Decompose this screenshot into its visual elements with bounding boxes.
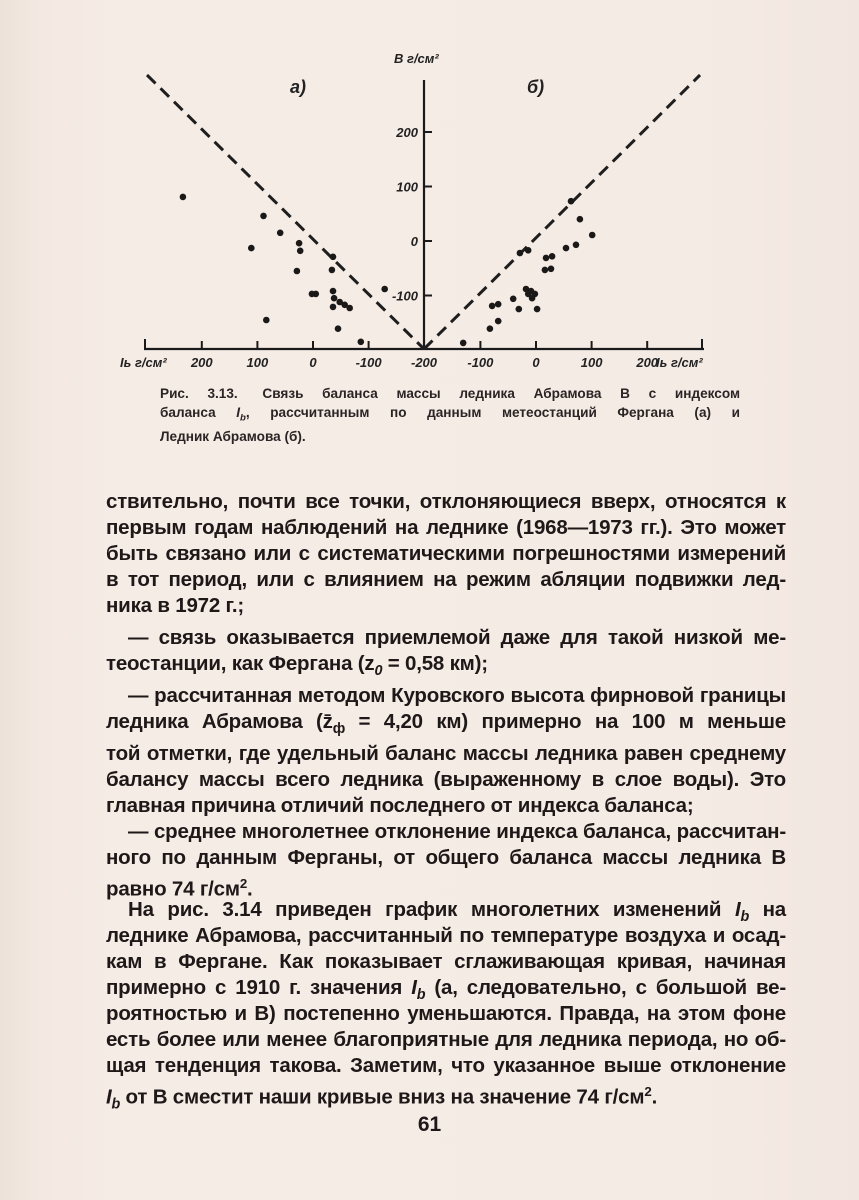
text-line: щая тенденция такова. Заметим, что указанное выше отклонение: [106, 1054, 786, 1077]
text-line: балансу массы всего ледника (выраженному в слое воды). Это: [106, 768, 786, 791]
text-line: кам в Фергане. Как показывает сглаживающая кривая, начиная: [106, 950, 786, 973]
data-point: [516, 306, 523, 313]
data-point: [534, 306, 541, 313]
caption-line-2: баланса $I_b$, рассчитанным по данным метеостанций Фергана (а) и: [160, 405, 740, 424]
text-line: ного по данным Ферганы, от общего баланса массы ледника В: [106, 846, 786, 869]
svg-text:200: 200: [636, 355, 659, 370]
x-axis-label-right: Iь г/см²: [656, 355, 703, 370]
data-point: [489, 303, 496, 310]
text-line: той отметки, где удельный баланс массы ледника равен среднему: [106, 742, 786, 765]
data-point: [381, 286, 388, 293]
panel-label-b: б): [527, 77, 545, 97]
data-point: [260, 213, 267, 220]
caption-line-1: Рис. 3.13. Связь баланса массы ледника Абрамова В с индексом: [160, 386, 741, 401]
text-line: примерно с 1910 г. значения $I_b$ (а, следовательно, с большой ве-: [106, 976, 787, 1004]
data-point: [335, 325, 342, 332]
data-point: [525, 247, 532, 254]
svg-text:-200: -200: [410, 355, 438, 370]
text-line: ствительно, почти все точки, отклоняющиеся вверх, относятся к: [106, 490, 786, 513]
data-point: [330, 253, 337, 260]
svg-text:0: 0: [410, 234, 418, 249]
scatter-points-panel-b: [460, 198, 596, 346]
data-point: [510, 296, 517, 303]
data-point: [296, 240, 303, 247]
y-axis-ticks: [392, 125, 432, 304]
data-point: [589, 232, 596, 239]
text-line: первым годам наблюдений на леднике (1968—1973 гг.). Это может: [106, 516, 786, 539]
data-point: [543, 255, 550, 262]
svg-text:-100: -100: [355, 355, 382, 370]
figure-caption: [160, 384, 740, 446]
text-line: — рассчитанная методом Куровского высота фирновой границы: [128, 684, 786, 707]
data-point: [330, 304, 337, 311]
svg-text:100: 100: [246, 355, 269, 370]
data-point: [358, 339, 365, 346]
data-point: [573, 242, 580, 249]
text-line: теостанции, как Фергана ($z_0 = 0,58$ км);: [106, 652, 488, 680]
figure-3-13-scatter-chart: [0, 0, 859, 380]
text-line: — среднее многолетнее отклонение индекса баланса, рассчитан-: [128, 820, 786, 843]
text-line: На рис. 3.14 приведен график многолетних изменений $I_b$ на: [128, 898, 786, 926]
data-point: [346, 305, 353, 312]
text-line: главная причина отличий последнего от индекса баланса;: [106, 794, 694, 817]
svg-text:200: 200: [190, 355, 213, 370]
text-line: роятностью и В) постепенно уменьшаются. Правда, на этом фоне: [106, 1002, 786, 1025]
data-point: [577, 216, 584, 223]
data-point: [563, 245, 570, 252]
chart-axes: [144, 80, 704, 350]
data-point: [548, 266, 555, 273]
data-point: [294, 268, 301, 275]
text-line: $I_b$ от В сместит наши кривые вниз на значение 74 $г/см^2$.: [106, 1084, 658, 1113]
data-point: [330, 288, 337, 295]
data-point: [568, 198, 575, 205]
svg-text:200: 200: [396, 125, 418, 140]
y-axis-label: В г/см²: [394, 51, 439, 66]
svg-text:100: 100: [580, 355, 603, 370]
data-point: [495, 318, 502, 325]
data-point: [517, 250, 524, 257]
svg-text:0: 0: [532, 355, 540, 370]
data-point: [248, 245, 255, 252]
x-axis-label-left: Iь г/см²: [120, 355, 167, 370]
data-point: [277, 230, 284, 237]
svg-text:0: 0: [309, 355, 317, 370]
chart-labels: [120, 51, 703, 370]
data-point: [495, 301, 502, 308]
svg-text:100: 100: [396, 179, 418, 195]
data-point: [297, 248, 304, 255]
data-point: [529, 295, 536, 302]
data-point: [263, 317, 270, 324]
body-text: [106, 489, 787, 1113]
text-line: ледника Абрамова ($z̄_ф = 4,20$ км) примерно на 100 м меньше: [106, 710, 787, 738]
data-point: [542, 267, 549, 274]
svg-text:-100: -100: [391, 288, 418, 304]
panel-label-a: а): [290, 77, 307, 97]
text-line: есть более или менее благоприятные для ледника периода, но об-: [106, 1028, 786, 1051]
data-point: [487, 325, 494, 332]
text-line: — связь оказывается приемлемой даже для такой низкой ме-: [128, 626, 786, 649]
data-point: [329, 267, 336, 274]
text-line: быть связано или с систематическими погрешностями измерений: [106, 542, 786, 565]
text-line: ника в 1972 г.;: [106, 594, 244, 617]
scatter-points-panel-a: [180, 194, 388, 346]
data-point: [331, 295, 338, 302]
text-line: равно 74 $г/см^2$.: [106, 876, 253, 901]
data-point: [180, 194, 187, 201]
page-number: 61: [417, 1113, 442, 1136]
svg-text:-100: -100: [467, 355, 494, 370]
text-line: леднике Абрамова, рассчитанный по температуре воздуха и осад-: [106, 924, 786, 947]
data-point: [549, 253, 556, 260]
caption-line-3: Ледник Абрамова (б).: [160, 429, 306, 445]
text-line: в тот период, или с влиянием на режим абляции подвижки лед-: [106, 568, 786, 591]
data-point: [460, 340, 467, 347]
data-point: [313, 291, 320, 298]
